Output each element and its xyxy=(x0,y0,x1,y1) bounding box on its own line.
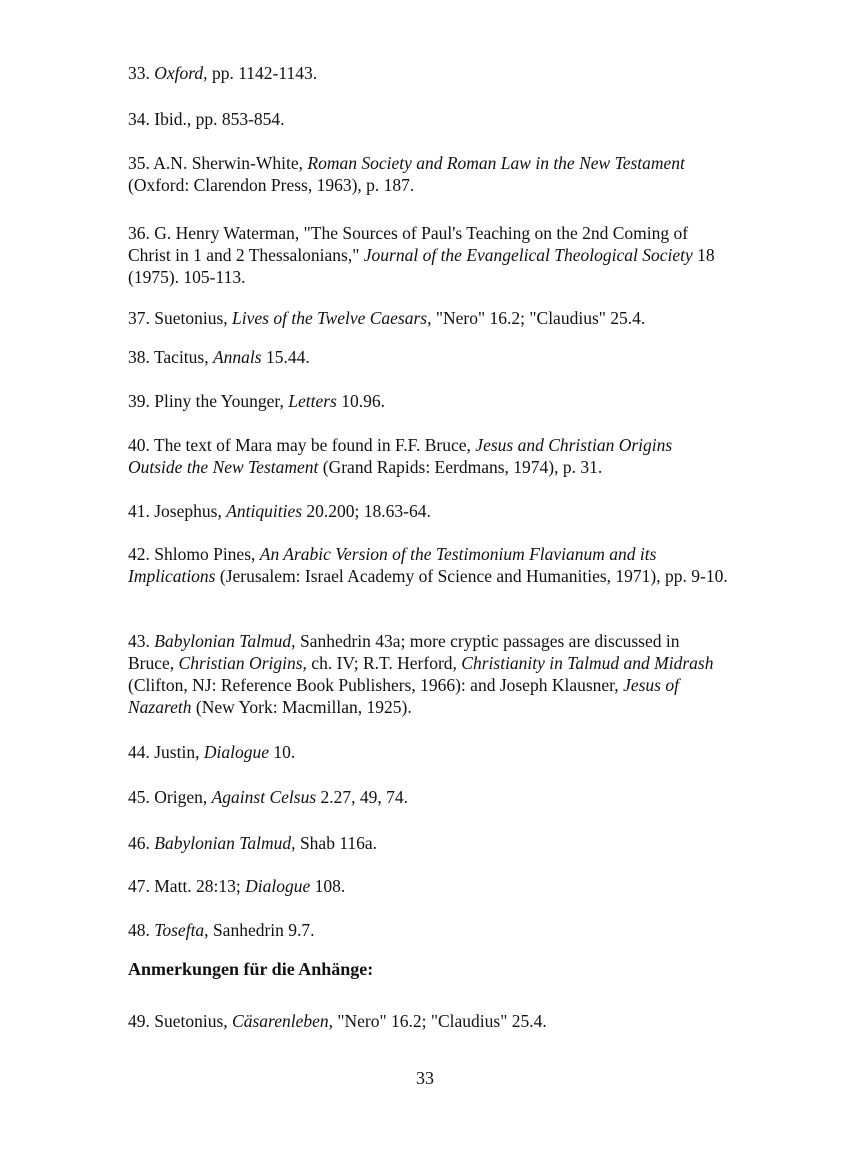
endnote-number: 47. xyxy=(128,876,150,896)
endnote-text: Tacitus, xyxy=(153,347,213,367)
endnote-text: 18 (1975). 105-113. xyxy=(128,245,715,287)
endnote-title: Babylonian Talmud, xyxy=(154,631,296,651)
endnote-text: 15.44. xyxy=(261,347,310,367)
endnote-text: (Grand Rapids: Eerdmans, 1974), p. 31. xyxy=(318,457,603,477)
endnote-item xyxy=(128,307,728,329)
endnote-number: 45. xyxy=(128,787,150,807)
endnote-text: Suetonius, xyxy=(154,1011,233,1031)
endnote-title: Oxford, xyxy=(154,63,208,83)
endnote-item xyxy=(128,434,728,478)
endnote-title: Annals xyxy=(212,347,262,367)
endnote-text: Shab 116a. xyxy=(295,833,378,853)
endnote-title: Antiquities xyxy=(226,501,303,521)
endnote-title: Tosefta, xyxy=(154,920,209,940)
endnote-item xyxy=(128,62,728,84)
endnote-text: Suetonius, xyxy=(154,308,233,328)
endnote-title: Christianity in Talmud and Midrash xyxy=(461,653,714,673)
endnote-number: 36. xyxy=(128,223,150,243)
endnote-text: (Oxford: Clarendon Press, 1963), p. 187. xyxy=(128,175,415,195)
endnote-text: 2.27, 49, 74. xyxy=(316,787,409,807)
endnote-text: Shlomo Pines, xyxy=(154,544,260,564)
endnote-number: 37. xyxy=(128,308,150,328)
endnote-title: Christian Origins, xyxy=(178,653,307,673)
endnote-item xyxy=(128,152,728,196)
endnote-text: Origen, xyxy=(154,787,212,807)
endnote-item xyxy=(128,1010,728,1032)
endnote-number: 35. xyxy=(128,153,150,173)
endnote-title: Cäsarenleben, xyxy=(232,1011,333,1031)
endnote-title: Jesus of Nazareth xyxy=(128,675,679,717)
endnote-text: Sanhedrin 9.7. xyxy=(208,920,315,940)
endnote-text: The text of Mara may be found in F.F. Bruce, xyxy=(153,435,476,455)
endnote-title: An Arabic Version of the Testimonium Flavianum and its Implications xyxy=(128,544,657,586)
endnote-number: 42. xyxy=(128,544,150,564)
endnote-item xyxy=(128,500,728,522)
endnote-title: Jesus and Christian Origins Outside the New Testament xyxy=(128,435,673,477)
endnote-item xyxy=(128,875,728,897)
endnote-text: Sanhedrin 43a; more cryptic passages are discussed in Bruce, xyxy=(128,631,680,673)
endnote-number: 34. xyxy=(128,109,150,129)
endnote-number: 49. xyxy=(128,1011,150,1031)
endnote-item xyxy=(128,741,728,763)
endnote-item xyxy=(128,919,728,941)
endnote-title: Babylonian Talmud, xyxy=(154,833,296,853)
endnote-text: (New York: Macmillan, 1925). xyxy=(191,697,412,717)
endnote-text: "Nero" 16.2; "Claudius" 25.4. xyxy=(431,308,646,328)
endnote-title: Roman Society and Roman Law in the New Testament xyxy=(307,153,685,173)
endnote-item xyxy=(128,543,728,587)
page-number: 33 xyxy=(416,1068,434,1088)
endnote-number: 39. xyxy=(128,391,150,411)
endnote-title: Dialogue xyxy=(203,742,269,762)
endnote-title: Against Celsus xyxy=(211,787,317,807)
endnote-text: Justin, xyxy=(154,742,204,762)
endnote-text: "Nero" 16.2; "Claudius" 25.4. xyxy=(332,1011,547,1031)
endnote-number: 41. xyxy=(128,501,150,521)
endnote-title: Dialogue xyxy=(245,876,311,896)
endnote-number: 38. xyxy=(128,347,150,367)
endnote-text: 10. xyxy=(269,742,296,762)
endnote-item xyxy=(128,346,728,368)
endnote-number: 33. xyxy=(128,63,150,83)
endnote-item xyxy=(128,630,728,718)
endnote-number: 46. xyxy=(128,833,150,853)
endnote-item xyxy=(128,390,728,412)
endnote-text: Josephus, xyxy=(154,501,227,521)
endnote-text: Pliny the Younger, xyxy=(154,391,289,411)
endnote-title: Letters xyxy=(288,391,337,411)
endnote-text: 20.200; 18.63-64. xyxy=(302,501,431,521)
endnote-text: G. Henry Waterman, "The Sources of Paul's Teaching on the 2nd Coming of Christ in 1 and 2 Thessalonians," xyxy=(128,223,689,265)
endnote-text: Matt. 28:13; xyxy=(154,876,246,896)
endnote-text: (Jerusalem: Israel Academy of Science and Humanities, 1971), pp. 9-10. xyxy=(215,566,728,586)
endnote-title: Journal of the Evangelical Theological Society xyxy=(363,245,693,265)
endnote-number: 43. xyxy=(128,631,150,651)
appendix-heading: Anmerkungen für die Anhänge: xyxy=(128,959,374,979)
endnote-number: 40. xyxy=(128,435,150,455)
endnote-text: 108. xyxy=(310,876,346,896)
endnote-text: Ibid., pp. 853-854. xyxy=(154,109,285,129)
endnote-text: (Clifton, NJ: Reference Book Publishers, 1966): and Joseph Klausner, xyxy=(128,675,624,695)
endnote-item xyxy=(128,222,728,288)
endnote-item xyxy=(128,108,728,130)
endnote-text: ch. IV; R.T. Herford, xyxy=(306,653,462,673)
endnote-item xyxy=(128,786,728,808)
endnote-title: Lives of the Twelve Caesars, xyxy=(232,308,432,328)
endnote-number: 44. xyxy=(128,742,150,762)
endnote-text: 10.96. xyxy=(336,391,385,411)
endnote-text: A.N. Sherwin-White, xyxy=(153,153,308,173)
endnote-text: pp. 1142-1143. xyxy=(207,63,318,83)
endnote-item xyxy=(128,832,728,854)
endnote-number: 48. xyxy=(128,920,150,940)
